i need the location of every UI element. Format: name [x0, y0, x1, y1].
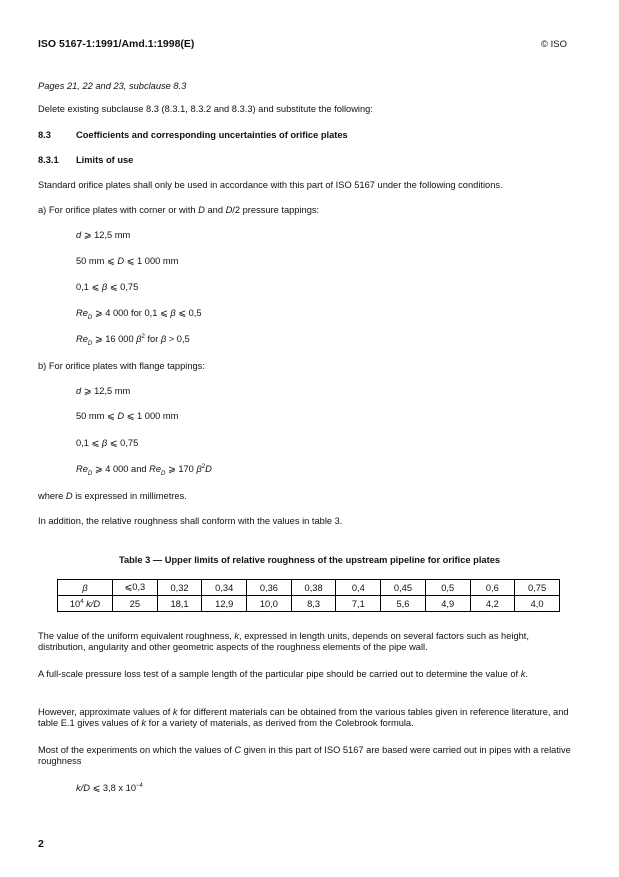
- table-cell-beta: 0,38: [291, 580, 336, 596]
- table-cell-beta: 0,32: [157, 580, 202, 596]
- case-b-condition-1: d ⩾ 12,5 mm: [76, 386, 131, 396]
- intro-text: Standard orifice plates shall only be used in accordance with this part of ISO 5167 under the following conditions.: [38, 180, 503, 190]
- table-cell-beta: 0,34: [202, 580, 247, 596]
- subsection-number: 8.3.1: [38, 155, 59, 165]
- table-cell-roughness: 18,1: [157, 596, 202, 612]
- table-cell-beta: 0,4: [336, 580, 381, 596]
- table-cell-roughness: 4,0: [515, 596, 560, 612]
- subsection-heading: [38, 155, 134, 165]
- location-note: Pages 21, 22 and 23, subclause 8.3: [38, 81, 187, 91]
- case-a-label: a) For orifice plates with corner or with D and D/2 pressure tappings:: [38, 205, 320, 215]
- paragraph-pressure-test: A full-scale pressure loss test of a sample length of the particular pipe should be carried out to determine the value of k.: [38, 669, 528, 679]
- table-cell-roughness: 4,9: [425, 596, 470, 612]
- table-cell-roughness: 12,9: [202, 596, 247, 612]
- where-note: where D is expressed in millimetres.: [38, 491, 187, 501]
- table-cell-beta: 0,6: [470, 580, 515, 596]
- table-row-beta: [58, 580, 560, 596]
- header-doc-id: ISO 5167-1:1991/Amd.1:1998(E): [38, 38, 195, 50]
- table-caption: Table 3 — Upper limits of relative roughness of the upstream pipeline for orifice plates: [118, 555, 501, 565]
- roughness-table: [57, 579, 560, 612]
- case-b-condition-4: $Re_D$ ⩾ 4 000 and $Re_D$ ⩾ 170 $\beta^2D$: [76, 463, 212, 477]
- case-a-condition-1: d ⩾ 12,5 mm: [76, 230, 131, 240]
- section-title: Coefficients and corresponding uncertainties of orifice plates: [76, 130, 348, 140]
- table-row-roughness: [58, 596, 560, 612]
- table-header-beta: β: [58, 580, 113, 596]
- case-b-condition-3: 0,1 ⩽ β ⩽ 0,75: [76, 438, 139, 448]
- table-cell-beta: 0,5: [425, 580, 470, 596]
- table-cell-beta: ⩽0,3: [113, 580, 158, 596]
- section-number: 8.3: [38, 130, 51, 140]
- table-cell-roughness: 4,2: [470, 596, 515, 612]
- instruction: Delete existing subclause 8.3 (8.3.1, 8.3.2 and 8.3.3) and substitute the following:: [38, 104, 373, 114]
- table-cell-roughness: 25: [113, 596, 158, 612]
- case-a-condition-2: 50 mm ⩽ D ⩽ 1 000 mm: [76, 256, 179, 266]
- table-cell-beta: 0,45: [381, 580, 426, 596]
- roughness-intro: In addition, the relative roughness shall conform with the values in table 3.: [38, 516, 343, 526]
- case-b-label: b) For orifice plates with flange tappings:: [38, 361, 205, 371]
- case-a-condition-3: 0,1 ⩽ β ⩽ 0,75: [76, 282, 139, 292]
- table-cell-beta: 0,36: [247, 580, 292, 596]
- table-cell-roughness: 8,3: [291, 596, 336, 612]
- case-b-condition-2: 50 mm ⩽ D ⩽ 1 000 mm: [76, 411, 179, 421]
- paragraph-experiments: Most of the experiments on which the values of C given in this part of ISO 5167 are based were carried out in pipes with a relative roughness: [38, 745, 571, 767]
- roughness-formula: k/D ⩽ 3,8 x $10^{-4}$: [76, 782, 143, 793]
- table-cell-beta: 0,75: [515, 580, 560, 596]
- paragraph-roughness-value: The value of the uniform equivalent roughness, k, expressed in length units, depends on several factors such as height, distribution, angularity and other geometric aspects of the roughness elements of the pipe wall.: [38, 631, 529, 653]
- paragraph-approximate-values: However, approximate values of k for different materials can be obtained from the various tables given in reference literature, and table E.1 gives values of k for a variety of materials, as derived from the Colebrook formula.: [38, 707, 569, 729]
- table-cell-roughness: 7,1: [336, 596, 381, 612]
- section-heading: [38, 130, 348, 140]
- header-copyright: © ISO: [541, 39, 568, 50]
- case-a-condition-4: $Re_D$ ⩾ 4 000 for 0,1 ⩽ β ⩽ 0,5: [76, 308, 202, 321]
- page-number: 2: [38, 838, 44, 850]
- table-cell-roughness: 5,6: [381, 596, 426, 612]
- table-header-roughness: $10^4$ k/D: [58, 596, 113, 612]
- subsection-title: Limits of use: [76, 155, 134, 165]
- table-cell-roughness: 10,0: [247, 596, 292, 612]
- case-a-condition-5: $Re_D$ ⩾ 16 000 $\beta^2$ for β > 0,5: [76, 333, 190, 347]
